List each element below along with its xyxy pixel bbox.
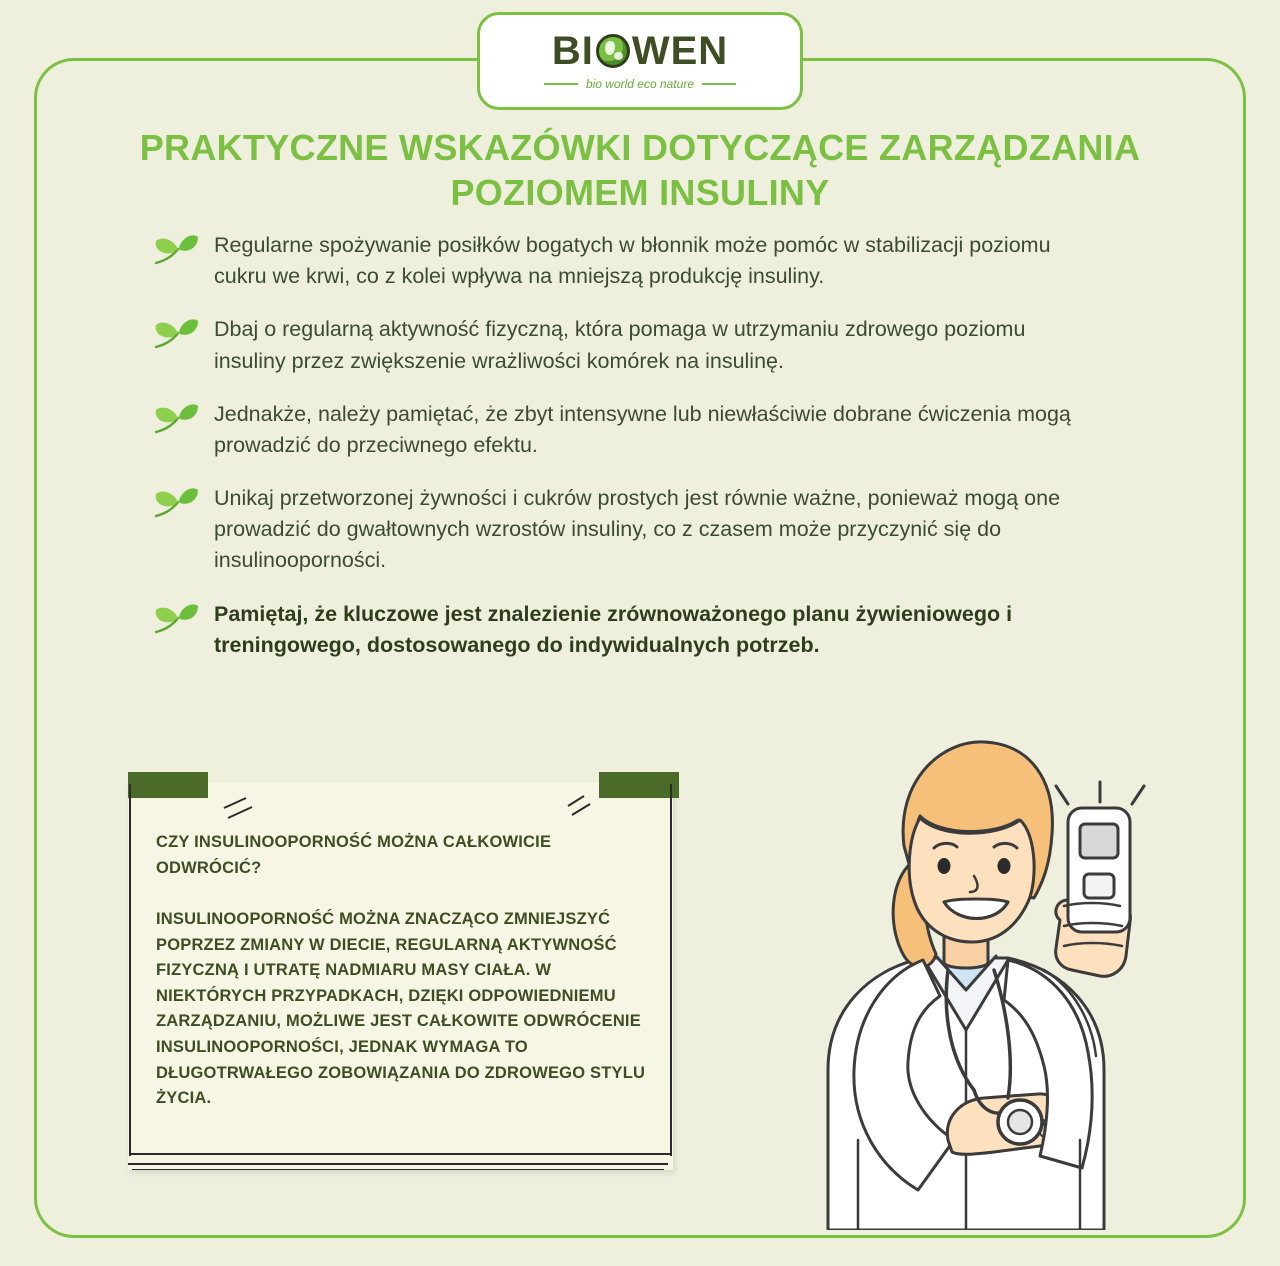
doctor-with-glucose-meter-illustration — [708, 670, 1228, 1230]
list-item-text: Dbaj o regularną aktywność fizyczną, która pomaga w utrzymaniu zdrowego poziomu insuliny przez zwiększenie wrażliwości komórek na insulinę. — [214, 317, 1026, 373]
brand-name-part1: BI — [551, 29, 594, 73]
note-question: CZY INSULINOOPORNOŚĆ MOŻNA CAŁKOWICIE ODWRÓCIĆ? — [156, 833, 552, 877]
list-item — [152, 599, 1102, 661]
page-title: PRAKTYCZNE WSKAZÓWKI DOTYCZĄCE ZARZĄDZANIA POZIOMEM INSULINY — [139, 127, 1141, 213]
leaf-icon — [152, 317, 200, 351]
brand-name-part2: WEN — [631, 29, 729, 73]
note-card — [128, 782, 673, 1170]
note-answer: INSULINOOPORNOŚĆ MOŻNA ZNACZĄCO ZMNIEJSZYĆ POPRZEZ ZMIANY W DIECIE, REGULARNĄ AKTYWNOŚĆ FIZYCZNĄ I UTRATĘ NADMIARU MASY CIAŁA. W NIEKTÓRYCH PRZYPADKACH, DZIĘKI ODPOWIEDNIEMU ZARZĄDZANIU, MOŻLIWE JEST CAŁKOWITE ODWRÓCENIE INSULINOOPORNOŚCI, JEDNAK WYMAGA TO DŁUGOTRWAŁEGO ZOBOWIĄZANIA DO ZDROWEGO STYLU ŻYCIA. — [156, 910, 646, 1108]
brand-logo — [477, 12, 803, 110]
list-item-text: Pamiętaj, że kluczowe jest znalezienie zrównoważonego planu żywieniowego i treningowego, dostosowanego do indywidualnych potrzeb. — [214, 601, 1013, 657]
tagline-dash-left — [544, 83, 578, 85]
list-item-text: Regularne spożywanie posiłków bogatych w błonnik może pomóc w stabilizacji poziomu cukru we krwi, co z kolei wpływa na mniejszą produkcję insuliny. — [214, 233, 1051, 289]
tape-strip-icon — [128, 772, 208, 798]
leaf-icon — [152, 233, 200, 267]
list-item-text: Unikaj przetworzonej żywności i cukrów prostych jest równie ważne, ponieważ mogą one prowadzić do gwałtownych wzrostów insuliny, co z czasem może przyczynić się do insulinooporności. — [214, 486, 1061, 573]
list-item-text: Jednakże, należy pamiętać, że zbyt intensywne lub niewłaściwie dobrane ćwiczenia mogą prowadzić do przeciwnego efektu. — [214, 401, 1071, 457]
tape-strip-icon — [599, 772, 679, 798]
note-content — [156, 830, 649, 1112]
globe-icon — [596, 34, 630, 68]
list-item — [152, 230, 1102, 292]
tips-list — [152, 230, 1102, 683]
list-item — [152, 483, 1102, 577]
brand-tagline-row — [544, 77, 736, 91]
brand-tagline: bio world eco nature — [585, 77, 695, 91]
leaf-icon — [152, 602, 200, 636]
leaf-icon — [152, 486, 200, 520]
tagline-dash-right — [702, 83, 736, 85]
brand-name — [552, 31, 728, 71]
list-item — [152, 399, 1102, 461]
leaf-icon — [152, 402, 200, 436]
list-item — [152, 314, 1102, 376]
